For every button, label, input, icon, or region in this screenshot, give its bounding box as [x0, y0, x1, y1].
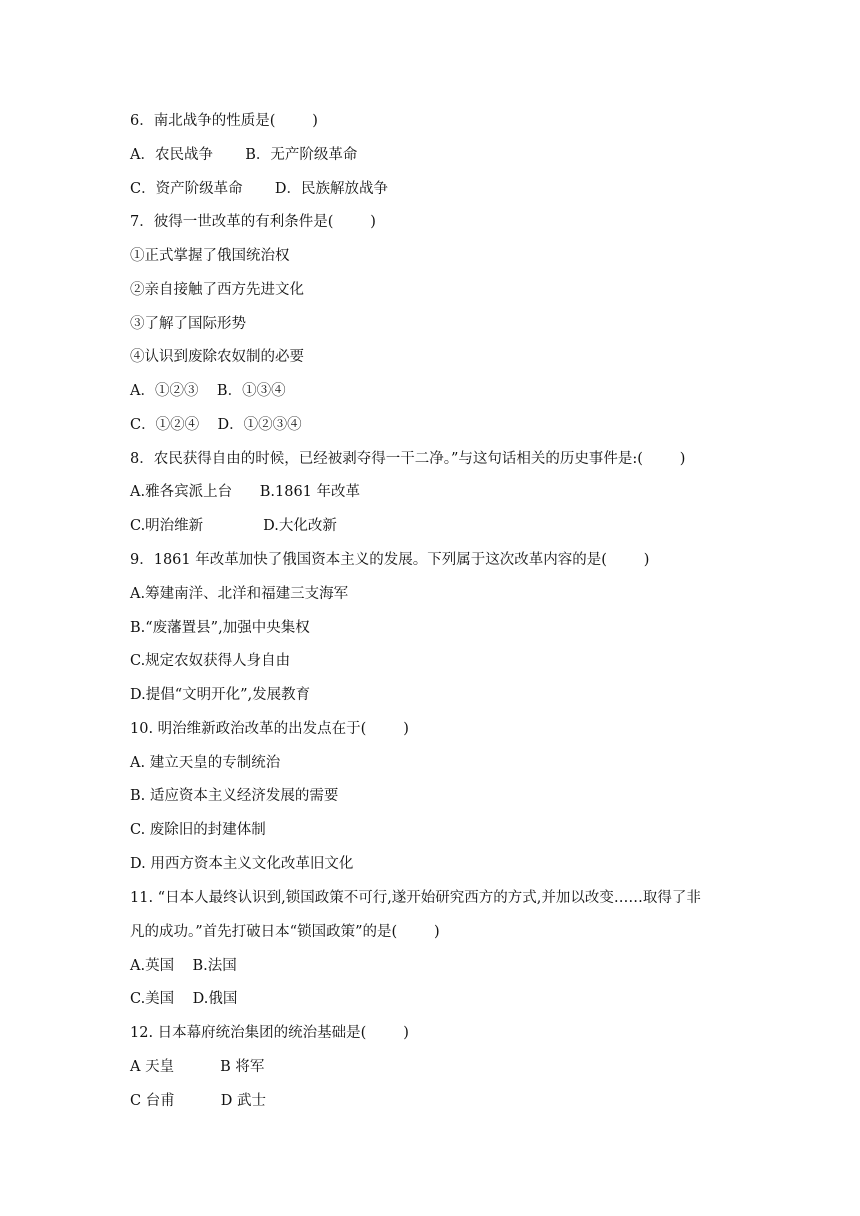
question-11-options-cd: C.美国 D.俄国 — [130, 991, 238, 1007]
question-6-stem: 6．南北战争的性质是( ) — [130, 113, 318, 129]
question-7-item-4: ④认识到废除农奴制的必要 — [130, 349, 304, 365]
question-10-option-c: C. 废除旧的封建体制 — [130, 822, 266, 838]
question-11-stem-line-1: 11. “日本人最终认识到,锁国政策不可行,遂开始研究西方的方式,并加以改变……取得了非 — [130, 890, 701, 906]
question-7-stem: 7．彼得一世改革的有利条件是( ) — [130, 214, 376, 230]
question-7-item-1: ①正式掌握了俄国统治权 — [130, 248, 290, 264]
question-12-options-ab: A 天皇 B 将军 — [130, 1059, 265, 1075]
question-8-options-cd: C.明治维新 D.大化改新 — [130, 518, 337, 534]
question-9-stem: 9．1861 年改革加快了俄国资本主义的发展。下列属于这次改革内容的是( ) — [130, 552, 650, 568]
question-10-option-d: D. 用西方资本主义文化改革旧文化 — [130, 856, 354, 872]
question-7-item-3: ③了解了国际形势 — [130, 316, 246, 332]
question-11-stem-line-2: 凡的成功。”首先打破日本“锁国政策”的是( ) — [130, 924, 440, 940]
question-10-option-b: B. 适应资本主义经济发展的需要 — [130, 788, 339, 804]
question-9-option-d: D.提倡“文明开化”,发展教育 — [130, 687, 311, 703]
question-9-option-c: C.规定农奴获得人身自由 — [130, 653, 291, 669]
question-6-options-cd: C．资产阶级革命 D．民族解放战争 — [130, 181, 388, 197]
question-10-stem: 10. 明治维新政治改革的出发点在于( ) — [130, 721, 409, 737]
question-7-item-2: ②亲自接触了西方先进文化 — [130, 282, 304, 298]
question-7-options-cd: C．①②④ D．①②③④ — [130, 417, 302, 433]
question-9-option-a: A.筹建南洋、北洋和福建三支海军 — [130, 586, 349, 602]
question-10-option-a: A. 建立天皇的专制统治 — [130, 755, 281, 771]
question-11-options-ab: A.英国 B.法国 — [130, 958, 237, 974]
question-9-option-b: B.“废藩置县”,加强中央集权 — [130, 620, 310, 636]
question-12-stem: 12. 日本幕府统治集团的统治基础是( ) — [130, 1025, 409, 1041]
question-6-options-ab: A．农民战争 B．无产阶级革命 — [130, 147, 358, 163]
question-8-stem: 8．农民获得自由的时候，已经被剥夺得一干二净。”与这句话相关的历史事件是:( ) — [130, 451, 686, 467]
question-12-options-cd: C 台甫 D 武士 — [130, 1093, 267, 1109]
question-8-options-ab: A.雅各宾派上台 B.1861 年改革 — [130, 484, 361, 500]
question-7-options-ab: A．①②③ B．①③④ — [130, 383, 286, 399]
